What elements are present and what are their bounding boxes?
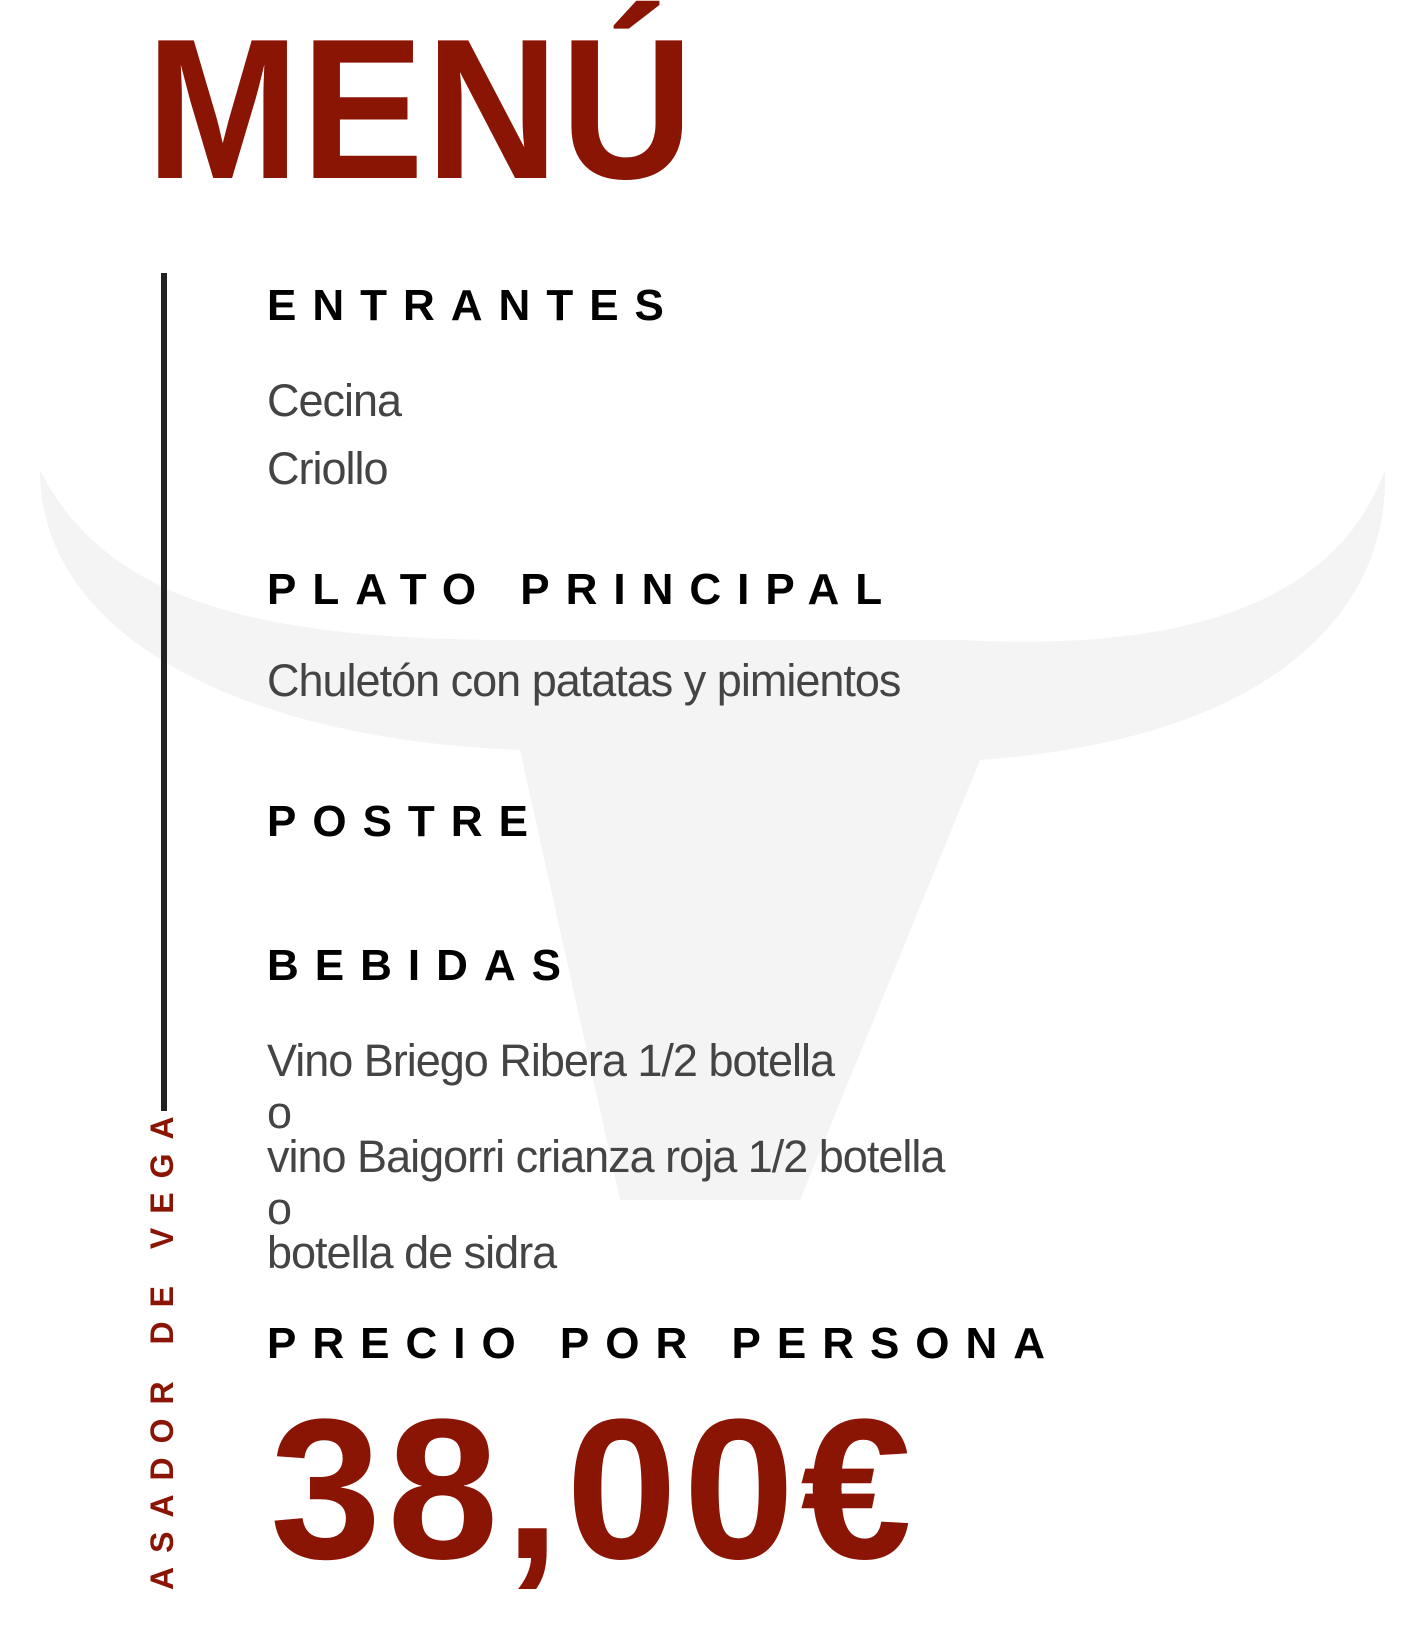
menu-item: Chuletón con patatas y pimientos: [267, 655, 901, 706]
brand-name: ASADOR DE VEGA: [144, 1102, 180, 1590]
price-value: 38,00€: [270, 1378, 918, 1601]
menu-item: vino Baigorri crianza roja 1/2 botella: [267, 1131, 945, 1182]
price-label: PRECIO POR PERSONA: [267, 1319, 1062, 1368]
menu-item: o: [267, 1087, 292, 1138]
section-heading-plato-principal: PLATO PRINCIPAL: [267, 565, 899, 614]
section-heading-bebidas: BEBIDAS: [267, 941, 578, 990]
section-heading-entrantes: ENTRANTES: [267, 281, 680, 330]
section-heading-postre: POSTRE: [267, 797, 544, 846]
menu-item: o: [267, 1183, 292, 1234]
menu-item: Cecina: [267, 375, 402, 426]
menu-item: Criollo: [267, 443, 388, 494]
page-title: MENÚ: [146, 0, 696, 221]
divider-line: [161, 273, 167, 1111]
menu-item: Vino Briego Ribera 1/2 botella: [267, 1035, 835, 1086]
menu-item: botella de sidra: [267, 1227, 557, 1278]
